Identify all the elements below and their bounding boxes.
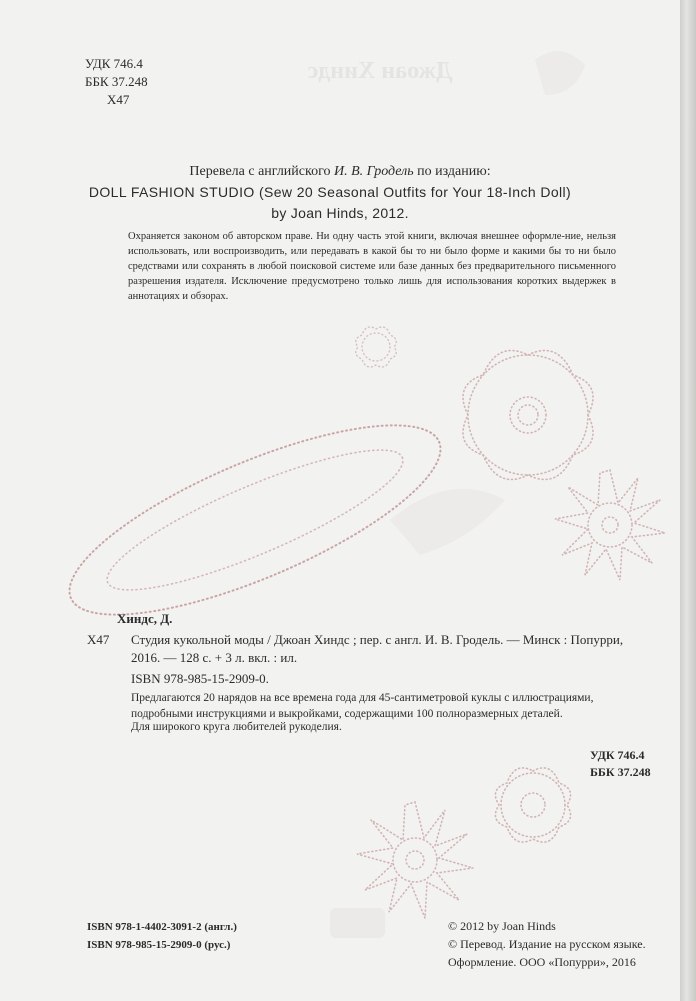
catalog-isbn: ISBN 978-985-15-2909-0. (131, 671, 269, 686)
bbk-code-right: ББК 37.248 (590, 765, 651, 779)
stitched-daisy-decoration (555, 470, 665, 580)
copyright-bottom-block (448, 917, 646, 971)
catalog-description: Студия кукольной моды / Джоан Хиндс ; пер. с англ. И. В. Гродель. — Минск : Попурри, 2016. — 128 с. + 3 л. вкл. : ил. (131, 632, 624, 665)
page-edge-shadow (680, 0, 696, 1001)
show-through-shape (535, 51, 585, 95)
show-through-title: Джоан Хиндс (307, 58, 453, 84)
isbn-english: ISBN 978-1-4402-3091-2 (англ.) (87, 921, 237, 933)
translator-name: И. В. Гродель (334, 164, 414, 179)
catalog-code: Х47 (87, 632, 110, 647)
stitched-flower-decoration (356, 327, 397, 367)
original-author: by Joan Hinds, 2012. (271, 205, 409, 221)
catalog-annotation: Предлагаются 20 нарядов на все времена года для 45-сантиметровой куклы с иллюстрациями, подробными инструкциями и выкройками, содержащими 100 полноразмерных деталей. (131, 692, 594, 720)
copyright-notice: Охраняется законом об авторском праве. Ни одну часть этой книги, включая внешнее оформле-ние, нельзя использовать, или воспроизводить, или передавать в какой бы то ни было форме и какими бы то ни было средствами или сохранять в любой поисковой системе или базе данных без предварительного письменного разрешения издателя. Исключение предусмотрено только лишь для использования коротких выдержек в аннотациях и обзорах. (128, 231, 616, 302)
translation-line (0, 164, 680, 180)
catalog-audience: Для широкого круга любителей рукоделия. (131, 721, 342, 733)
stitched-daisy-decoration (357, 802, 473, 918)
isbn-russian: ISBN 978-985-15-2909-0 (рус.) (87, 939, 231, 951)
author-code: Х47 (107, 92, 130, 107)
stitched-flower-decoration (495, 768, 570, 842)
isbn-bottom-block (87, 918, 237, 954)
translation-prefix: Перевела с английского (189, 164, 331, 179)
catalog-author: Хиндс, Д. (117, 611, 173, 626)
udk-code: УДК 746.4 (85, 56, 143, 71)
copyright-original: © 2012 by Joan Hinds (448, 919, 556, 933)
udk-right-block (590, 747, 651, 781)
udk-code-right: УДК 746.4 (590, 748, 645, 762)
stitched-flower-decoration (463, 351, 593, 480)
copyright-design: Оформление. ООО «Попурри», 2016 (448, 955, 636, 969)
catalog-description-wrap (117, 631, 637, 667)
copyright-translation: © Перевод. Издание на русском языке. (448, 937, 646, 951)
original-title: DOLL FASHION STUDIO (Sew 20 Seasonal Outfits for Your 18-Inch Doll) (88, 184, 572, 200)
bbk-code: ББК 37.248 (85, 74, 148, 89)
stitched-oval-inner-decoration (94, 426, 415, 614)
show-through-shape (330, 908, 385, 938)
translation-suffix: по изданию: (417, 164, 491, 179)
udk-top-block (85, 55, 148, 109)
